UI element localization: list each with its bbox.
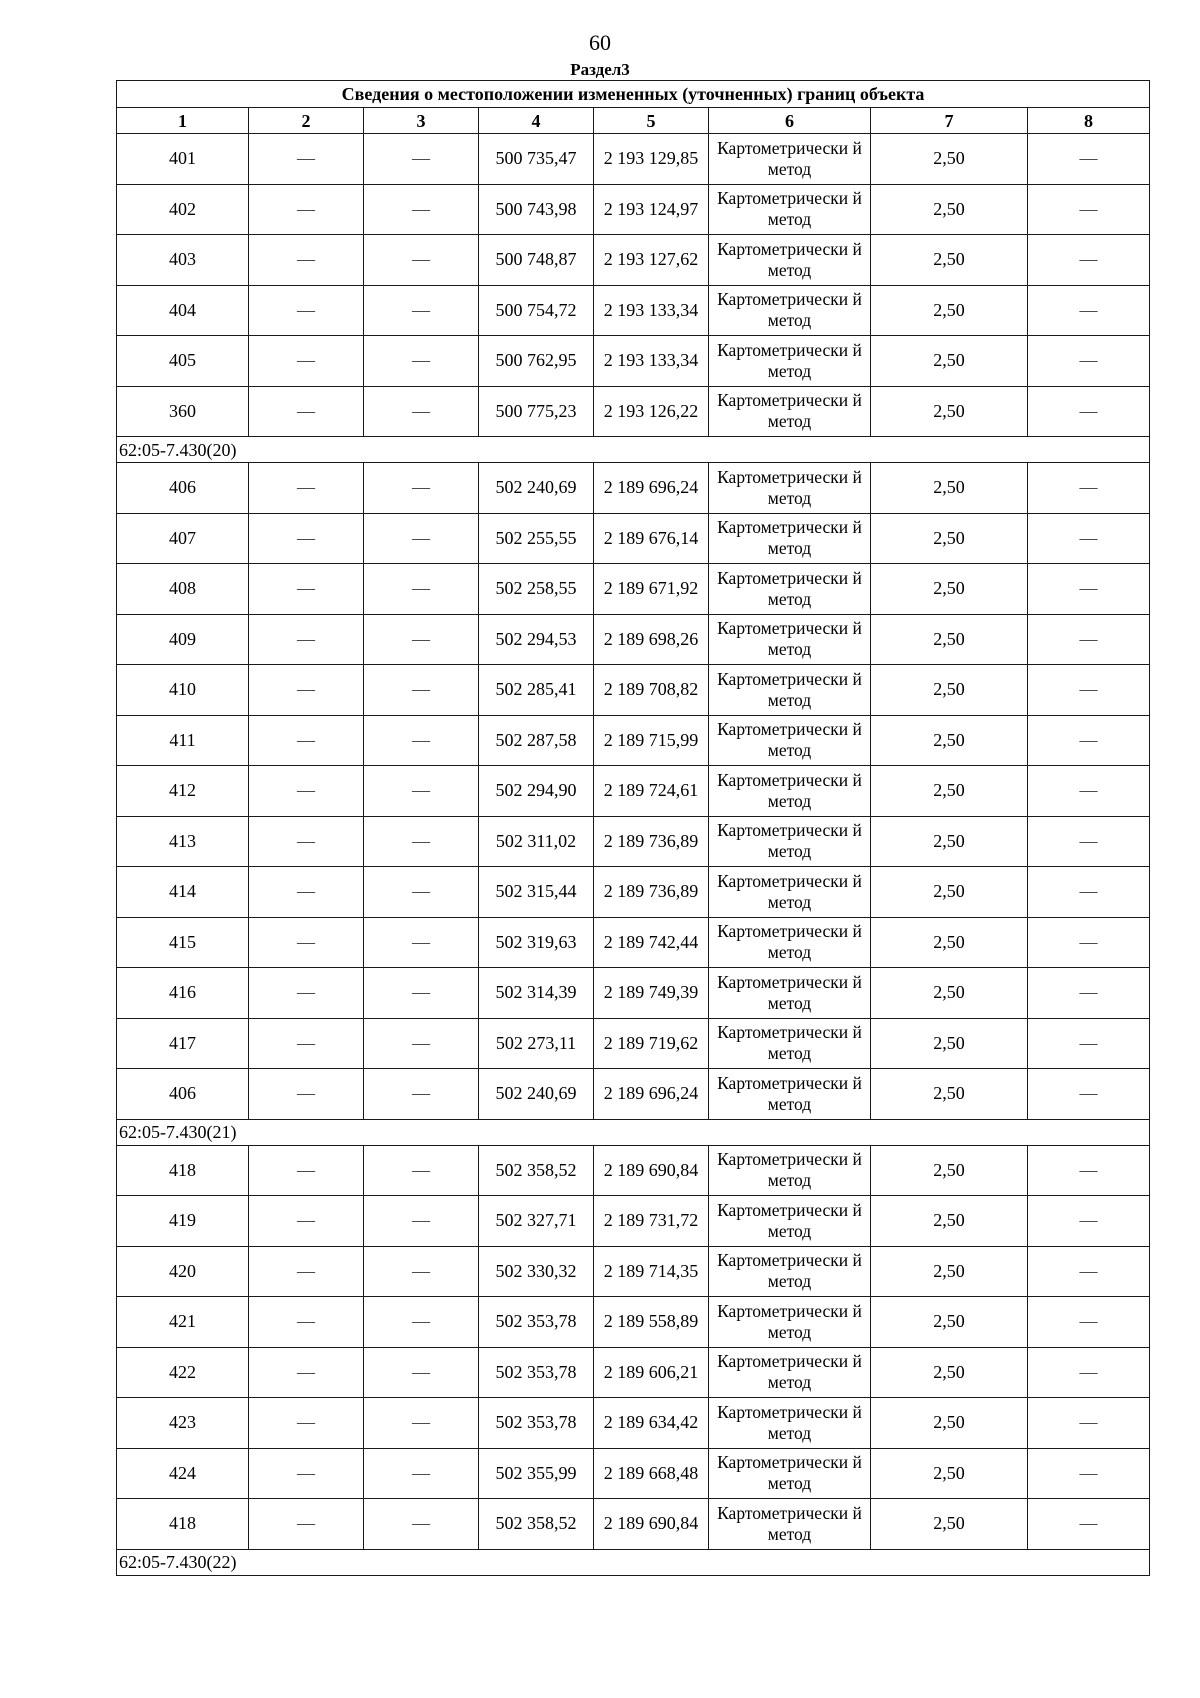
precision-cell: 2,50 <box>871 285 1028 336</box>
table-row <box>117 1398 1150 1449</box>
column-3-cell: — <box>364 1018 479 1069</box>
method-cell: Картометрически й метод <box>709 1398 871 1449</box>
y-coordinate-cell: 2 189 634,42 <box>594 1398 709 1449</box>
column-2-cell: — <box>249 665 364 716</box>
method-cell: Картометрически й метод <box>709 1499 871 1550</box>
column-8-cell: — <box>1028 1448 1150 1499</box>
column-3-cell: — <box>364 614 479 665</box>
y-coordinate-cell: 2 189 742,44 <box>594 917 709 968</box>
column-2-cell: — <box>249 1448 364 1499</box>
column-8-cell: — <box>1028 1499 1150 1550</box>
point-number-cell: 401 <box>117 134 249 185</box>
precision-cell: 2,50 <box>871 816 1028 867</box>
group-label: 62:05-7.430(22) <box>117 1549 1150 1575</box>
column-2-cell: — <box>249 1347 364 1398</box>
table-row <box>117 1145 1150 1196</box>
table-row <box>117 513 1150 564</box>
y-coordinate-cell: 2 189 719,62 <box>594 1018 709 1069</box>
method-cell: Картометрически й метод <box>709 1347 871 1398</box>
table-row <box>117 917 1150 968</box>
table-row <box>117 386 1150 437</box>
table-row <box>117 1499 1150 1550</box>
method-cell: Картометрически й метод <box>709 285 871 336</box>
table-row <box>117 1018 1150 1069</box>
table-row <box>117 336 1150 387</box>
y-coordinate-cell: 2 193 126,22 <box>594 386 709 437</box>
column-2-cell: — <box>249 1297 364 1348</box>
point-number-cell: 360 <box>117 386 249 437</box>
precision-cell: 2,50 <box>871 715 1028 766</box>
group-header-row <box>117 437 1150 463</box>
column-3-cell: — <box>364 235 479 286</box>
column-2-cell: — <box>249 513 364 564</box>
x-coordinate-cell: 502 273,11 <box>479 1018 594 1069</box>
y-coordinate-cell: 2 189 668,48 <box>594 1448 709 1499</box>
column-8-cell: — <box>1028 235 1150 286</box>
point-number-cell: 413 <box>117 816 249 867</box>
y-coordinate-cell: 2 189 749,39 <box>594 968 709 1019</box>
method-cell: Картометрически й метод <box>709 513 871 564</box>
column-3-cell: — <box>364 564 479 615</box>
column-3-cell: — <box>364 1069 479 1120</box>
method-cell: Картометрически й метод <box>709 564 871 615</box>
y-coordinate-cell: 2 189 676,14 <box>594 513 709 564</box>
column-8-cell: — <box>1028 184 1150 235</box>
y-coordinate-cell: 2 193 133,34 <box>594 285 709 336</box>
x-coordinate-cell: 502 294,90 <box>479 766 594 817</box>
point-number-cell: 406 <box>117 1069 249 1120</box>
column-8-cell: — <box>1028 715 1150 766</box>
precision-cell: 2,50 <box>871 184 1028 235</box>
precision-cell: 2,50 <box>871 665 1028 716</box>
column-3-cell: — <box>364 386 479 437</box>
table-row <box>117 665 1150 716</box>
method-cell: Картометрически й метод <box>709 614 871 665</box>
precision-cell: 2,50 <box>871 564 1028 615</box>
point-number-cell: 408 <box>117 564 249 615</box>
y-coordinate-cell: 2 189 690,84 <box>594 1145 709 1196</box>
point-number-cell: 404 <box>117 285 249 336</box>
precision-cell: 2,50 <box>871 968 1028 1019</box>
column-2-cell: — <box>249 463 364 514</box>
x-coordinate-cell: 502 353,78 <box>479 1398 594 1449</box>
table-row <box>117 235 1150 286</box>
column-3-cell: — <box>364 336 479 387</box>
column-8-cell: — <box>1028 968 1150 1019</box>
method-cell: Картометрически й метод <box>709 917 871 968</box>
x-coordinate-cell: 502 358,52 <box>479 1145 594 1196</box>
x-coordinate-cell: 502 311,02 <box>479 816 594 867</box>
y-coordinate-cell: 2 189 736,89 <box>594 867 709 918</box>
y-coordinate-cell: 2 189 606,21 <box>594 1347 709 1398</box>
table-row <box>117 1347 1150 1398</box>
x-coordinate-cell: 502 330,32 <box>479 1246 594 1297</box>
column-2-cell: — <box>249 1499 364 1550</box>
table-row <box>117 184 1150 235</box>
point-number-cell: 424 <box>117 1448 249 1499</box>
point-number-cell: 406 <box>117 463 249 514</box>
x-coordinate-cell: 502 285,41 <box>479 665 594 716</box>
point-number-cell: 421 <box>117 1297 249 1348</box>
column-3-cell: — <box>364 134 479 185</box>
x-coordinate-cell: 502 319,63 <box>479 917 594 968</box>
column-number: 4 <box>479 108 594 134</box>
column-8-cell: — <box>1028 1145 1150 1196</box>
column-3-cell: — <box>364 968 479 1019</box>
column-8-cell: — <box>1028 336 1150 387</box>
column-8-cell: — <box>1028 1246 1150 1297</box>
table-title: Сведения о местоположении измененных (уточненных) границ объекта <box>117 81 1150 108</box>
column-8-cell: — <box>1028 1196 1150 1247</box>
point-number-cell: 409 <box>117 614 249 665</box>
precision-cell: 2,50 <box>871 766 1028 817</box>
column-2-cell: — <box>249 235 364 286</box>
method-cell: Картометрически й метод <box>709 816 871 867</box>
column-2-cell: — <box>249 184 364 235</box>
point-number-cell: 414 <box>117 867 249 918</box>
point-number-cell: 410 <box>117 665 249 716</box>
column-8-cell: — <box>1028 1018 1150 1069</box>
column-8-cell: — <box>1028 386 1150 437</box>
table-row <box>117 1448 1150 1499</box>
point-number-cell: 416 <box>117 968 249 1019</box>
table-row <box>117 1297 1150 1348</box>
column-3-cell: — <box>364 1398 479 1449</box>
method-cell: Картометрически й метод <box>709 386 871 437</box>
method-cell: Картометрически й метод <box>709 665 871 716</box>
column-3-cell: — <box>364 816 479 867</box>
y-coordinate-cell: 2 189 736,89 <box>594 816 709 867</box>
column-2-cell: — <box>249 386 364 437</box>
x-coordinate-cell: 502 287,58 <box>479 715 594 766</box>
x-coordinate-cell: 500 743,98 <box>479 184 594 235</box>
column-3-cell: — <box>364 1448 479 1499</box>
point-number-cell: 420 <box>117 1246 249 1297</box>
column-2-cell: — <box>249 614 364 665</box>
precision-cell: 2,50 <box>871 917 1028 968</box>
y-coordinate-cell: 2 193 129,85 <box>594 134 709 185</box>
precision-cell: 2,50 <box>871 1448 1028 1499</box>
table-row <box>117 766 1150 817</box>
x-coordinate-cell: 500 748,87 <box>479 235 594 286</box>
point-number-cell: 423 <box>117 1398 249 1449</box>
precision-cell: 2,50 <box>871 867 1028 918</box>
column-3-cell: — <box>364 1196 479 1247</box>
precision-cell: 2,50 <box>871 513 1028 564</box>
group-header-row <box>117 1119 1150 1145</box>
table-row <box>117 968 1150 1019</box>
x-coordinate-cell: 502 355,99 <box>479 1448 594 1499</box>
y-coordinate-cell: 2 189 696,24 <box>594 463 709 514</box>
precision-cell: 2,50 <box>871 386 1028 437</box>
precision-cell: 2,50 <box>871 1069 1028 1120</box>
x-coordinate-cell: 502 358,52 <box>479 1499 594 1550</box>
column-3-cell: — <box>364 513 479 564</box>
column-3-cell: — <box>364 665 479 716</box>
column-3-cell: — <box>364 184 479 235</box>
point-number-cell: 405 <box>117 336 249 387</box>
point-number-cell: 402 <box>117 184 249 235</box>
column-2-cell: — <box>249 867 364 918</box>
point-number-cell: 411 <box>117 715 249 766</box>
table-row <box>117 463 1150 514</box>
y-coordinate-cell: 2 193 127,62 <box>594 235 709 286</box>
column-8-cell: — <box>1028 1297 1150 1348</box>
column-3-cell: — <box>364 1499 479 1550</box>
group-header-row <box>117 1549 1150 1575</box>
column-3-cell: — <box>364 1297 479 1348</box>
column-8-cell: — <box>1028 1069 1150 1120</box>
x-coordinate-cell: 502 315,44 <box>479 867 594 918</box>
method-cell: Картометрически й метод <box>709 184 871 235</box>
y-coordinate-cell: 2 189 690,84 <box>594 1499 709 1550</box>
y-coordinate-cell: 2 189 724,61 <box>594 766 709 817</box>
column-2-cell: — <box>249 715 364 766</box>
column-8-cell: — <box>1028 917 1150 968</box>
method-cell: Картометрически й метод <box>709 867 871 918</box>
y-coordinate-cell: 2 189 714,35 <box>594 1246 709 1297</box>
x-coordinate-cell: 502 353,78 <box>479 1347 594 1398</box>
column-3-cell: — <box>364 463 479 514</box>
method-cell: Картометрически й метод <box>709 1246 871 1297</box>
x-coordinate-cell: 500 735,47 <box>479 134 594 185</box>
column-2-cell: — <box>249 816 364 867</box>
point-number-cell: 418 <box>117 1145 249 1196</box>
precision-cell: 2,50 <box>871 463 1028 514</box>
column-3-cell: — <box>364 1347 479 1398</box>
y-coordinate-cell: 2 189 698,26 <box>594 614 709 665</box>
column-3-cell: — <box>364 1145 479 1196</box>
y-coordinate-cell: 2 189 731,72 <box>594 1196 709 1247</box>
y-coordinate-cell: 2 189 671,92 <box>594 564 709 615</box>
column-2-cell: — <box>249 1145 364 1196</box>
method-cell: Картометрически й метод <box>709 235 871 286</box>
y-coordinate-cell: 2 193 124,97 <box>594 184 709 235</box>
column-2-cell: — <box>249 1069 364 1120</box>
section-title: Раздел3 <box>570 60 630 79</box>
x-coordinate-cell: 502 294,53 <box>479 614 594 665</box>
x-coordinate-cell: 500 775,23 <box>479 386 594 437</box>
group-label: 62:05-7.430(21) <box>117 1119 1150 1145</box>
column-number: 3 <box>364 108 479 134</box>
column-3-cell: — <box>364 867 479 918</box>
column-8-cell: — <box>1028 614 1150 665</box>
column-3-cell: — <box>364 917 479 968</box>
column-2-cell: — <box>249 564 364 615</box>
method-cell: Картометрически й метод <box>709 1297 871 1348</box>
y-coordinate-cell: 2 189 696,24 <box>594 1069 709 1120</box>
x-coordinate-cell: 502 258,55 <box>479 564 594 615</box>
column-number-row <box>117 108 1150 134</box>
point-number-cell: 417 <box>117 1018 249 1069</box>
table-row <box>117 1246 1150 1297</box>
page-number: 60 <box>589 30 611 55</box>
y-coordinate-cell: 2 189 708,82 <box>594 665 709 716</box>
table-row <box>117 285 1150 336</box>
point-number-cell: 412 <box>117 766 249 817</box>
column-number: 5 <box>594 108 709 134</box>
x-coordinate-cell: 502 314,39 <box>479 968 594 1019</box>
point-number-cell: 419 <box>117 1196 249 1247</box>
column-2-cell: — <box>249 285 364 336</box>
group-label: 62:05-7.430(20) <box>117 437 1150 463</box>
method-cell: Картометрически й метод <box>709 766 871 817</box>
x-coordinate-cell: 500 754,72 <box>479 285 594 336</box>
column-8-cell: — <box>1028 513 1150 564</box>
column-8-cell: — <box>1028 564 1150 615</box>
point-number-cell: 415 <box>117 917 249 968</box>
precision-cell: 2,50 <box>871 1018 1028 1069</box>
method-cell: Картометрически й метод <box>709 1145 871 1196</box>
column-3-cell: — <box>364 715 479 766</box>
precision-cell: 2,50 <box>871 336 1028 387</box>
x-coordinate-cell: 502 240,69 <box>479 1069 594 1120</box>
point-number-cell: 422 <box>117 1347 249 1398</box>
method-cell: Картометрически й метод <box>709 134 871 185</box>
coordinates-table <box>116 80 1150 1576</box>
column-number: 1 <box>117 108 249 134</box>
method-cell: Картометрически й метод <box>709 463 871 514</box>
table-title-row <box>117 81 1150 108</box>
column-2-cell: — <box>249 968 364 1019</box>
column-2-cell: — <box>249 1398 364 1449</box>
method-cell: Картометрически й метод <box>709 715 871 766</box>
column-number: 6 <box>709 108 871 134</box>
column-2-cell: — <box>249 1196 364 1247</box>
column-2-cell: — <box>249 134 364 185</box>
column-2-cell: — <box>249 917 364 968</box>
x-coordinate-cell: 500 762,95 <box>479 336 594 387</box>
column-3-cell: — <box>364 285 479 336</box>
column-8-cell: — <box>1028 134 1150 185</box>
precision-cell: 2,50 <box>871 1398 1028 1449</box>
precision-cell: 2,50 <box>871 1347 1028 1398</box>
column-2-cell: — <box>249 1018 364 1069</box>
point-number-cell: 407 <box>117 513 249 564</box>
precision-cell: 2,50 <box>871 235 1028 286</box>
precision-cell: 2,50 <box>871 1499 1028 1550</box>
table-row <box>117 1196 1150 1247</box>
table-row <box>117 564 1150 615</box>
column-8-cell: — <box>1028 1398 1150 1449</box>
method-cell: Картометрически й метод <box>709 1069 871 1120</box>
column-8-cell: — <box>1028 816 1150 867</box>
column-2-cell: — <box>249 766 364 817</box>
column-8-cell: — <box>1028 463 1150 514</box>
point-number-cell: 403 <box>117 235 249 286</box>
point-number-cell: 418 <box>117 1499 249 1550</box>
table-row <box>117 1069 1150 1120</box>
table-row <box>117 614 1150 665</box>
table-row <box>117 134 1150 185</box>
precision-cell: 2,50 <box>871 1145 1028 1196</box>
y-coordinate-cell: 2 189 715,99 <box>594 715 709 766</box>
column-8-cell: — <box>1028 766 1150 817</box>
column-2-cell: — <box>249 336 364 387</box>
x-coordinate-cell: 502 353,78 <box>479 1297 594 1348</box>
x-coordinate-cell: 502 240,69 <box>479 463 594 514</box>
column-number: 2 <box>249 108 364 134</box>
precision-cell: 2,50 <box>871 134 1028 185</box>
precision-cell: 2,50 <box>871 614 1028 665</box>
column-2-cell: — <box>249 1246 364 1297</box>
precision-cell: 2,50 <box>871 1246 1028 1297</box>
table-row <box>117 867 1150 918</box>
column-3-cell: — <box>364 1246 479 1297</box>
method-cell: Картометрически й метод <box>709 336 871 387</box>
method-cell: Картометрически й метод <box>709 1196 871 1247</box>
precision-cell: 2,50 <box>871 1297 1028 1348</box>
column-number: 8 <box>1028 108 1150 134</box>
x-coordinate-cell: 502 327,71 <box>479 1196 594 1247</box>
table-row <box>117 715 1150 766</box>
column-8-cell: — <box>1028 285 1150 336</box>
table-body <box>117 134 1150 1576</box>
method-cell: Картометрически й метод <box>709 968 871 1019</box>
x-coordinate-cell: 502 255,55 <box>479 513 594 564</box>
method-cell: Картометрически й метод <box>709 1018 871 1069</box>
column-8-cell: — <box>1028 867 1150 918</box>
y-coordinate-cell: 2 193 133,34 <box>594 336 709 387</box>
column-8-cell: — <box>1028 1347 1150 1398</box>
column-number: 7 <box>871 108 1028 134</box>
table-row <box>117 816 1150 867</box>
precision-cell: 2,50 <box>871 1196 1028 1247</box>
column-3-cell: — <box>364 766 479 817</box>
method-cell: Картометрически й метод <box>709 1448 871 1499</box>
column-8-cell: — <box>1028 665 1150 716</box>
y-coordinate-cell: 2 189 558,89 <box>594 1297 709 1348</box>
